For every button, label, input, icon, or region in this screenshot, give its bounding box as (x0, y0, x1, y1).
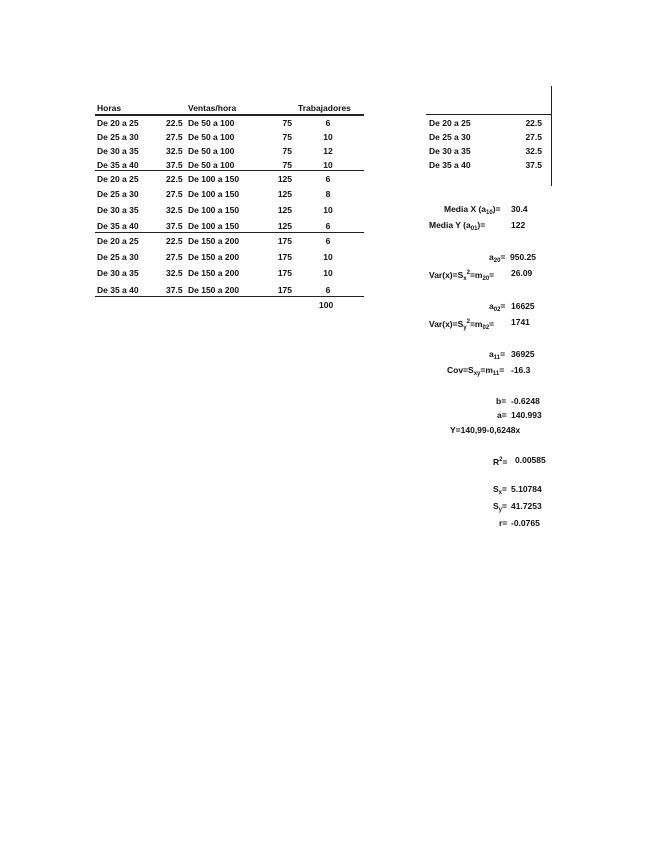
group-rule-2 (95, 232, 364, 233)
row-horas: De 30 a 35 (97, 268, 139, 278)
group-rule-1 (95, 170, 364, 171)
cov-value: -16.3 (511, 365, 531, 375)
row-ventas: De 100 a 150 (188, 221, 240, 231)
row-marca-x: 32.5 (166, 205, 183, 215)
row-marca-x: 22.5 (166, 118, 183, 128)
row-horas: De 20 a 25 (97, 174, 139, 184)
row-marca-y: 125 (277, 189, 292, 199)
side-row-horas: De 30 a 35 (429, 146, 471, 156)
row-marca-x: 32.5 (166, 146, 183, 156)
row-marca-y: 125 (277, 205, 292, 215)
row-marca-y: 75 (282, 118, 292, 128)
row-ventas: De 150 a 200 (188, 268, 240, 278)
row-ventas: De 100 a 150 (188, 205, 240, 215)
side-row-horas: De 35 a 40 (429, 160, 471, 170)
side-table-right-rule (551, 86, 552, 186)
row-horas: De 30 a 35 (97, 205, 139, 215)
cov-label: $Cov=S_{xy}=m_{11}=$ (447, 365, 505, 377)
row-marca-y: 75 (282, 132, 292, 142)
row-horas: De 35 a 40 (97, 221, 139, 231)
side-row-value: 37.5 (525, 160, 542, 170)
row-trabajadores: 10 (323, 160, 333, 170)
header-rule (95, 114, 364, 116)
row-marca-x: 27.5 (166, 189, 183, 199)
side-row-horas: De 25 a 30 (429, 132, 471, 142)
row-trabajadores: 6 (325, 236, 331, 246)
r-value: -0.0765 (511, 518, 540, 528)
row-marca-x: 27.5 (166, 252, 183, 262)
row-ventas: De 150 a 200 (188, 285, 240, 295)
header-horas: Horas (97, 103, 122, 113)
a02-value: 16625 (511, 301, 535, 311)
a-label: a= (497, 410, 507, 420)
row-ventas: De 100 a 150 (188, 189, 240, 199)
row-ventas: De 150 a 200 (188, 236, 240, 246)
media-y-value: 122 (511, 220, 526, 230)
side-row-horas: De 20 a 25 (429, 118, 471, 128)
media-y-label: Media Y $(a_{01})=$ (429, 220, 486, 232)
sx-value: 5.10784 (511, 484, 542, 494)
row-ventas: De 50 a 100 (188, 146, 235, 156)
a11-value: 36925 (511, 349, 535, 359)
media-x-label: Media X $(a_{10})=$ (444, 204, 501, 216)
side-row-value: 22.5 (525, 118, 542, 128)
row-marca-y: 75 (282, 160, 292, 170)
row-trabajadores: 10 (323, 205, 333, 215)
row-horas: De 25 a 30 (97, 252, 139, 262)
var-y-value: 1741 (511, 317, 530, 327)
row-trabajadores: 8 (325, 189, 331, 199)
r2-value: 0.00585 (515, 455, 546, 465)
row-marca-y: 175 (277, 268, 292, 278)
var-y-label: $Var(x)=S_y^2=m_{02}=$ (429, 319, 495, 331)
header-trabajadores: Trabajadores (298, 103, 351, 113)
var-x-label: $Var(x)=S_x^2=m_{20}=$ (429, 270, 495, 282)
a20-label: $a_{20}=$ (489, 252, 506, 264)
row-ventas: De 100 a 150 (188, 174, 240, 184)
row-ventas: De 50 a 100 (188, 132, 235, 142)
row-marca-x: 37.5 (166, 285, 183, 295)
side-table-top-rule (426, 114, 552, 115)
header-ventas: Ventas/hora (188, 103, 237, 113)
media-x-value: 30.4 (511, 204, 528, 214)
row-trabajadores: 6 (325, 221, 331, 231)
sx-label: $S_x=$ (493, 484, 507, 496)
row-marca-y: 125 (277, 221, 292, 231)
regression-equation: Y=140,99-0,6248x (450, 425, 521, 435)
sy-label: $S_y=$ (493, 501, 507, 513)
a20-value: 950.25 (510, 252, 536, 262)
total-value: 100 (319, 300, 334, 310)
sy-value: 41.7253 (511, 501, 542, 511)
row-marca-x: 22.5 (166, 236, 183, 246)
row-horas: De 35 a 40 (97, 160, 139, 170)
row-horas: De 20 a 25 (97, 236, 139, 246)
row-trabajadores: 10 (323, 268, 333, 278)
total-rule (95, 296, 364, 297)
row-marca-x: 27.5 (166, 132, 183, 142)
row-ventas: De 50 a 100 (188, 160, 235, 170)
r2-label: $R^2=$ (493, 457, 508, 467)
row-horas: De 25 a 30 (97, 189, 139, 199)
row-trabajadores: 12 (323, 146, 333, 156)
side-row-value: 32.5 (525, 146, 542, 156)
row-ventas: De 150 a 200 (188, 252, 240, 262)
a-value: 140.993 (511, 410, 542, 420)
row-trabajadores: 10 (323, 252, 333, 262)
row-horas: De 20 a 25 (97, 118, 139, 128)
row-ventas: De 50 a 100 (188, 118, 235, 128)
b-label: b= (496, 396, 507, 406)
r-label: r= (499, 518, 508, 528)
row-marca-y: 75 (282, 146, 292, 156)
row-marca-x: 32.5 (166, 268, 183, 278)
row-trabajadores: 6 (325, 118, 331, 128)
row-horas: De 30 a 35 (97, 146, 139, 156)
row-marca-x: 22.5 (166, 174, 183, 184)
row-trabajadores: 6 (325, 174, 331, 184)
row-trabajadores: 10 (323, 132, 333, 142)
row-marca-y: 175 (277, 252, 292, 262)
a11-label: $a_{11}=$ (489, 349, 506, 361)
row-horas: De 35 a 40 (97, 285, 139, 295)
row-trabajadores: 6 (325, 285, 331, 295)
row-marca-x: 37.5 (166, 160, 183, 170)
row-marca-y: 175 (277, 236, 292, 246)
b-value: -0.6248 (511, 396, 540, 406)
row-marca-x: 37.5 (166, 221, 183, 231)
row-marca-y: 175 (277, 285, 292, 295)
row-marca-y: 125 (277, 174, 292, 184)
var-x-value: 26.09 (511, 268, 533, 278)
a02-label: $a_{02}=$ (489, 301, 506, 313)
row-horas: De 25 a 30 (97, 132, 139, 142)
side-row-value: 27.5 (525, 132, 542, 142)
